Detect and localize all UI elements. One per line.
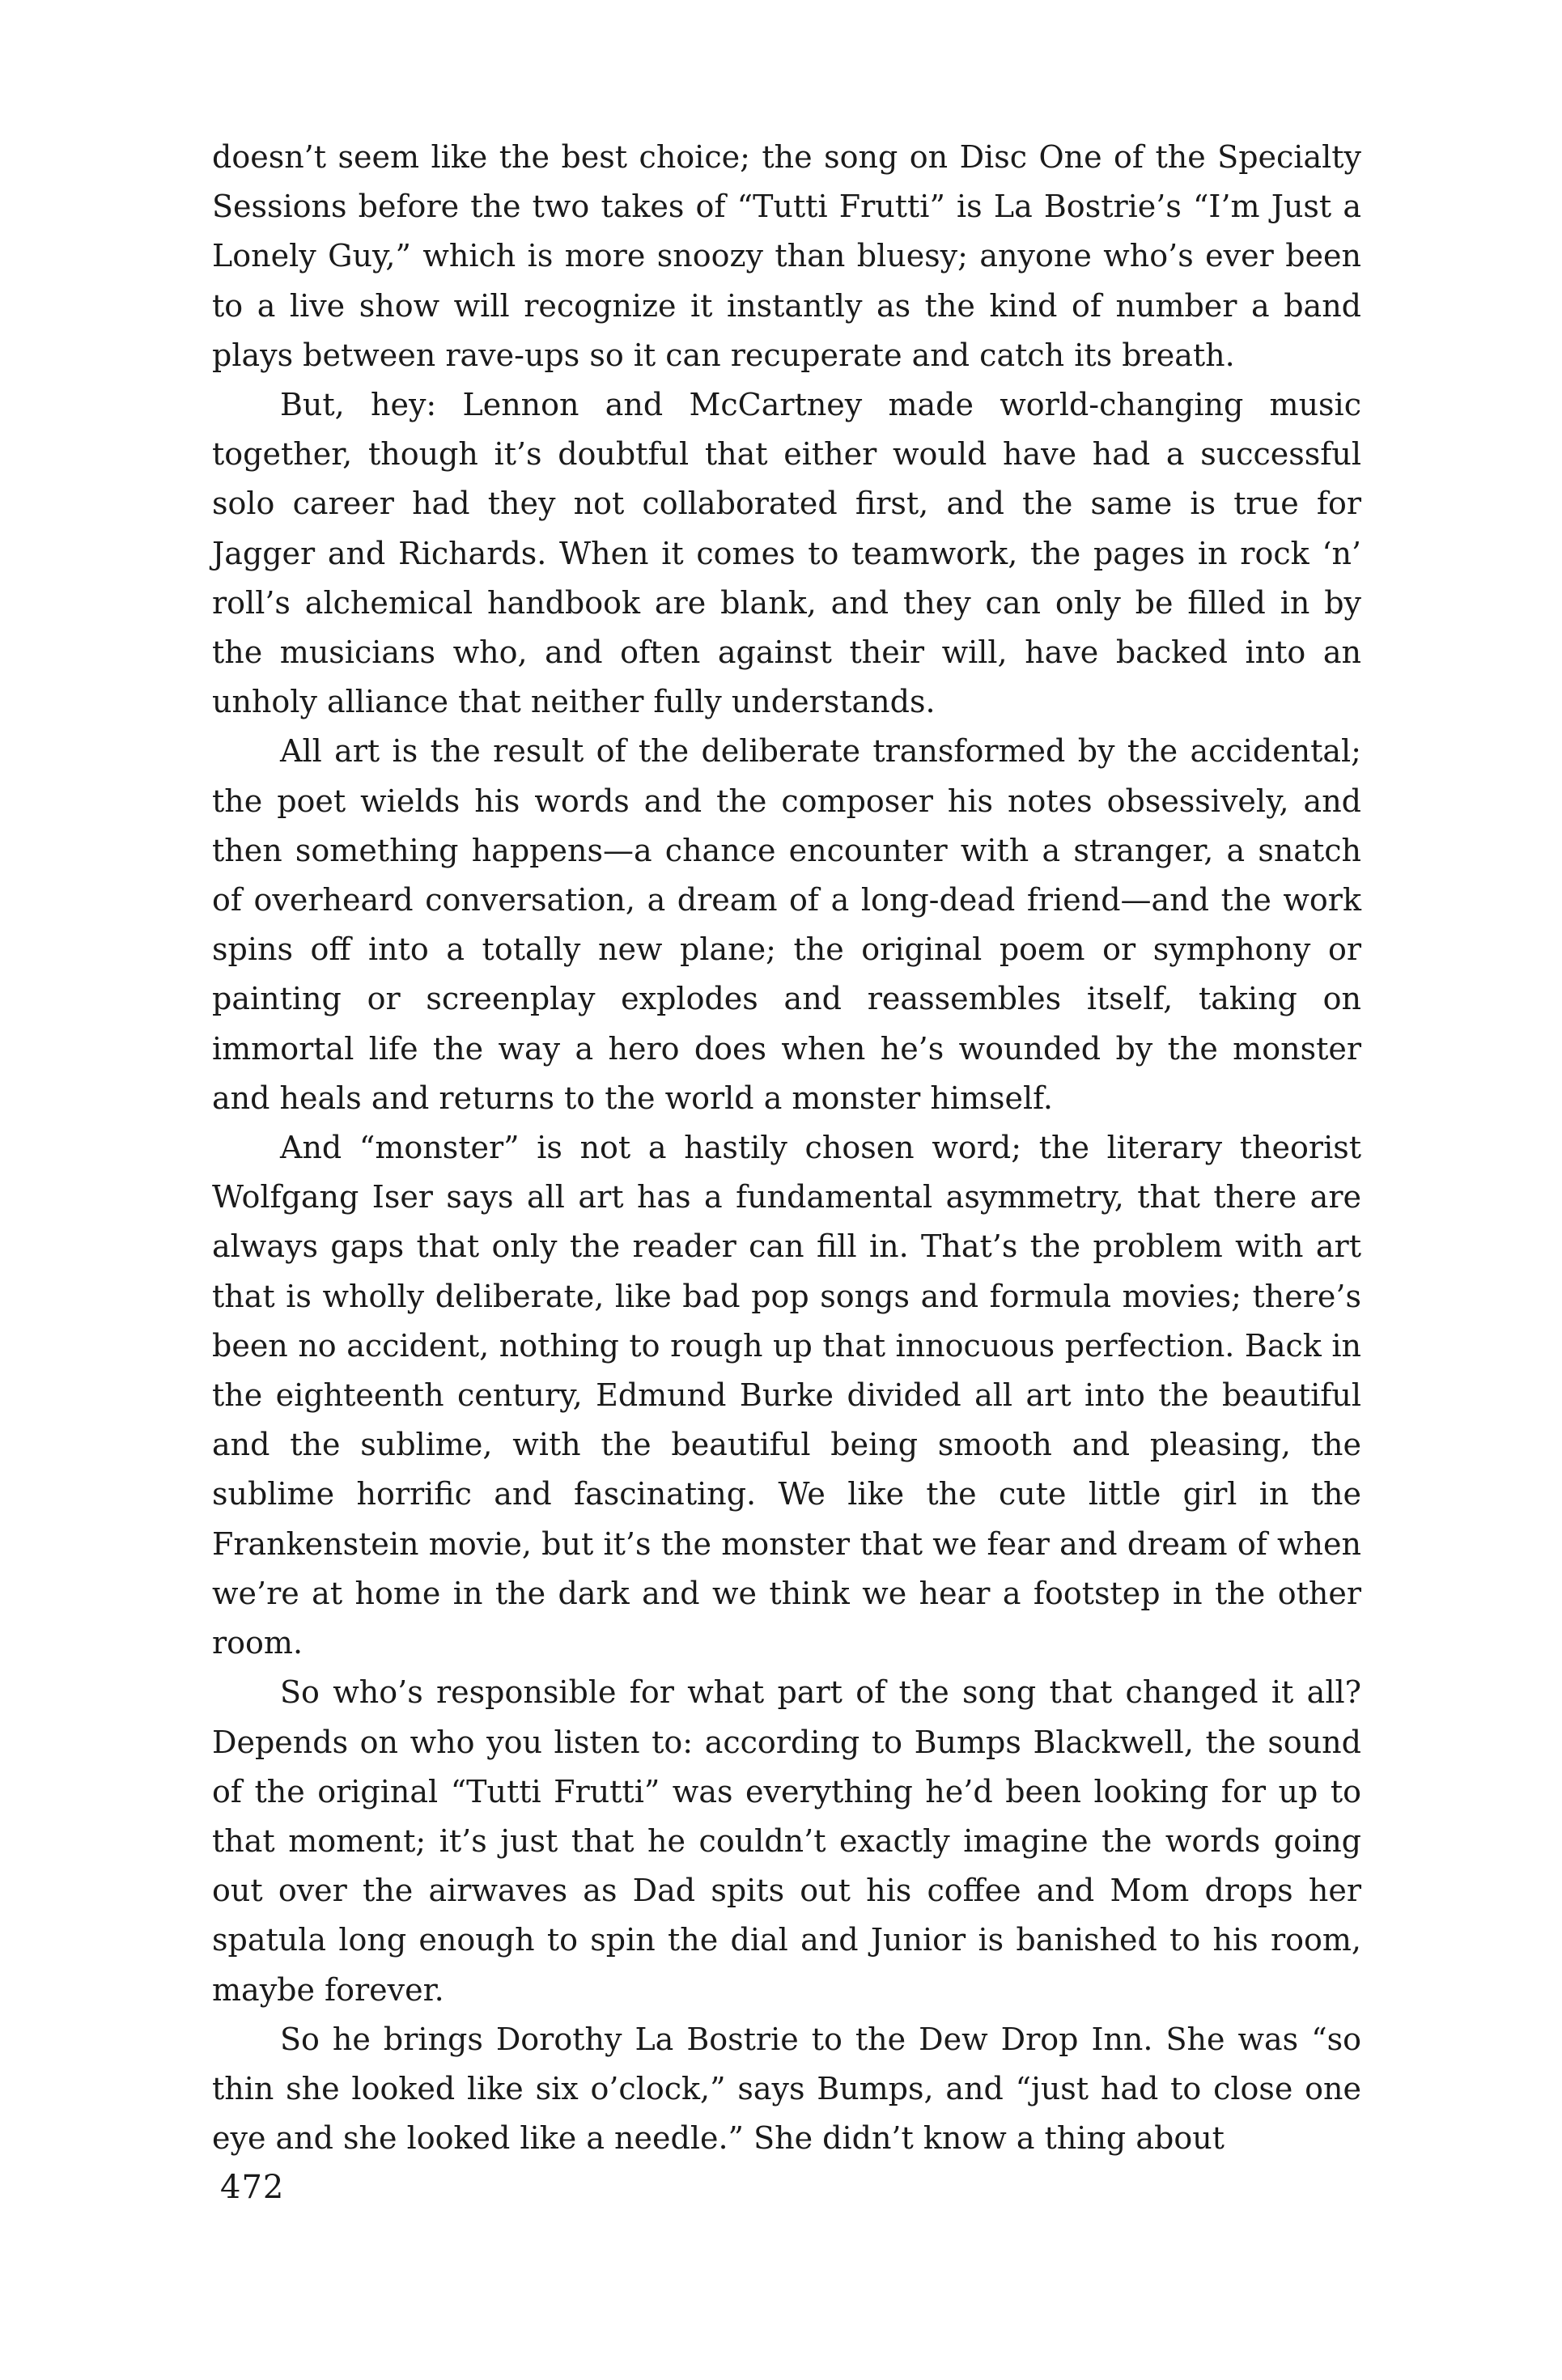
paragraph-5: So who’s responsible for what part of the song that changed it all? Depends on who you listen to: according to Bumps Blackwell, the sound of the original “Tutti Frutti” was everything he’d been looking for up to that moment; it’s just that he couldn’t exactly imagine the words going out over the airwaves as Dad spits out his coffee and Mom drops her spatula long enough to spin the dial and Junior is banished to his room, maybe forever. bbox=[212, 1674, 1361, 2008]
body-text bbox=[212, 133, 1361, 2163]
page-number: 472 bbox=[220, 2169, 285, 2206]
paragraph-1-continued: doesn’t seem like the best choice; the song on Disc One of the Specialty Sessions before the two takes of “Tutti Frutti” is La Bostrie’s “I’m Just a Lonely Guy,” which is more snoozy than bluesy; anyone who’s ever been to a live show will recognize it instantly as the kind of number a band plays between rave-ups so it can recuperate and catch its breath. bbox=[212, 139, 1361, 373]
paragraph-4: And “monster” is not a hastily chosen word; the literary theorist Wolfgang Iser says all art has a fundamental asymmetry, that there are always gaps that only the reader can fill in. That’s the problem with art that is wholly deliberate, like bad pop songs and formula movies; there’s been no accident, nothing to rough up that innocuous perfection. Back in the eighteenth century, Edmund Burke divided all art into the beautiful and the sublime, with the beautiful being smooth and pleasing, the sublime horrific and fascinating. We like the cute little girl in the Frankenstein movie, but it’s the monster that we fear and dream of when we’re at home in the dark and we think we hear a footstep in the other room. bbox=[212, 1130, 1361, 1661]
paragraph-6: So he brings Dorothy La Bostrie to the Dew Drop Inn. She was “so thin she looked like six o’clock,” says Bumps, and “just had to close one eye and she looked like a needle.” She didn’t know a thing about bbox=[212, 2021, 1361, 2157]
paragraph-2: But, hey: Lennon and McCartney made world-changing music together, though it’s doubtful that either would have had a successful solo career had they not collaborated first, and the same is true for Jagger and Richards. When it comes to teamwork, the pages in rock ‘n’ roll’s alchemical handbook are blank, and they can only be filled in by the musicians who, and often against their will, have backed into an unholy alliance that neither fully understands. bbox=[212, 387, 1361, 720]
paragraph-3: All art is the result of the deliberate transformed by the accidental; the poet wields his words and the composer his notes obsessively, and then something happens—a chance encounter with a stranger, a snatch of overheard conversation, a dream of a long-dead friend—and the work spins off into a totally new plane; the original poem or symphony or painting or screenplay explodes and reassembles itself, taking on immortal life the way a hero does when he’s wounded by the monster and heals and returns to the world a monster himself. bbox=[212, 733, 1361, 1116]
